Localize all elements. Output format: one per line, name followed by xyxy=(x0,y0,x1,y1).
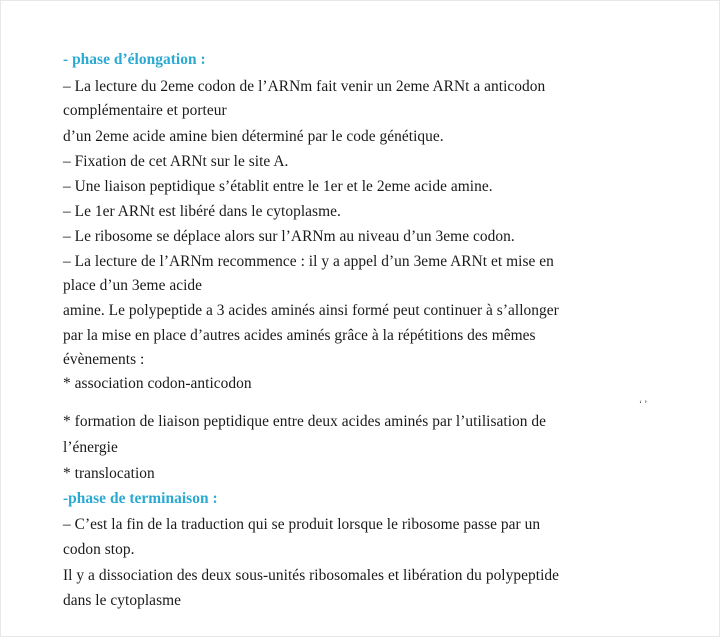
bullet-item: * formation de liaison peptidique entre deux acides aminés par l’utilisation de xyxy=(63,413,547,430)
text-line: – La lecture de l’ARNm recommence : il y a appel d’un 3eme ARNt et mise en xyxy=(63,253,554,270)
text-line: place d’un 3eme acide xyxy=(63,277,203,294)
text-line: – Le 1er ARNt est libéré dans le cytoplasme. xyxy=(63,203,341,220)
text-line: codon stop. xyxy=(63,541,135,558)
termination-heading: -phase de terminaison : xyxy=(63,490,218,507)
elongation-heading: - phase d’élongation : xyxy=(63,51,206,68)
text-line: évènements : xyxy=(63,351,145,368)
text-line: – C’est la fin de la traduction qui se produit lorsque le ribosome passe par un xyxy=(63,516,541,533)
text-line: par la mise en place d’autres acides aminés grâce à la répétitions des mêmes xyxy=(63,327,536,344)
bullet-item: * association codon-anticodon xyxy=(63,375,252,392)
text-line: dans le cytoplasme xyxy=(63,592,182,609)
stray-accent-marks: ‘ ’ xyxy=(639,399,648,409)
text-line: – Le ribosome se déplace alors sur l’ARNm au niveau d’un 3eme codon. xyxy=(63,228,515,245)
text-line: – Fixation de cet ARNt sur le site A. xyxy=(63,153,289,170)
text-line: d’un 2eme acide amine bien déterminé par le code génétique. xyxy=(63,128,444,145)
bullet-item: * translocation xyxy=(63,465,155,482)
text-line: – La lecture du 2eme codon de l’ARNm fait venir un 2eme ARNt a anticodon xyxy=(63,78,546,95)
text-line: l’énergie xyxy=(63,439,118,456)
text-line: – Une liaison peptidique s’établit entre le 1er et le 2eme acide amine. xyxy=(63,178,493,195)
text-line: Il y a dissociation des deux sous-unités ribosomales et libération du polypeptide xyxy=(63,567,560,584)
text-line: complémentaire et porteur xyxy=(63,102,227,119)
text-line: amine. Le polypeptide a 3 acides aminés ainsi formé peut continuer à s’allonger xyxy=(63,302,559,319)
